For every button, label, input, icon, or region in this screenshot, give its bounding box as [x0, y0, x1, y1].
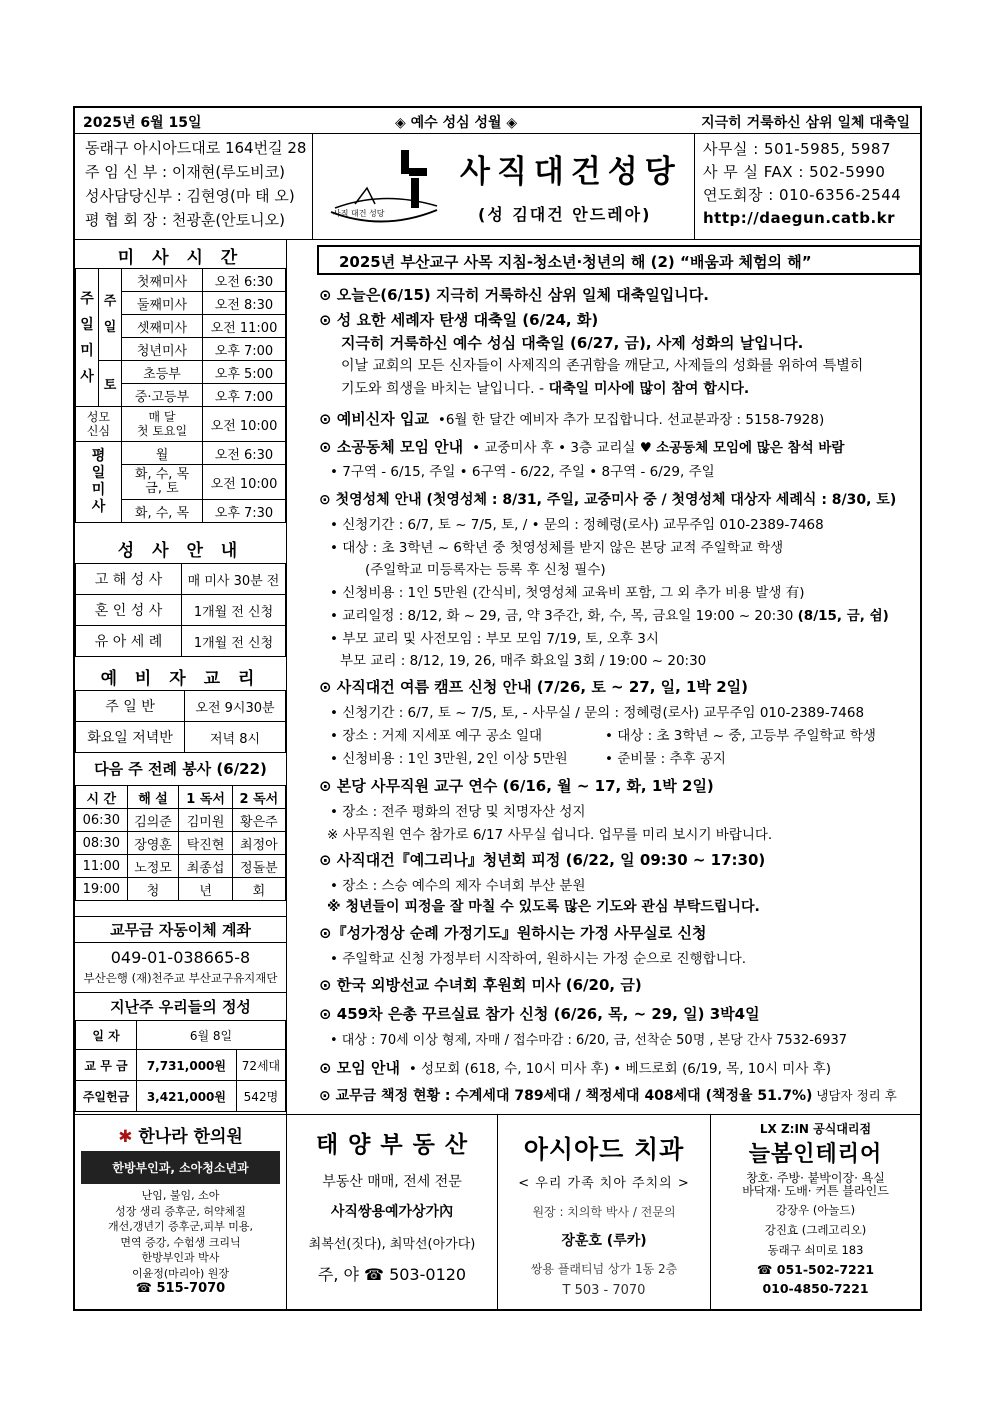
ad-taeyang-realestate: 태 양 부 동 산 부동산 매매, 전세 전문 사직쌍용예가상가內 최복선(짓다), 최막선(아가다) 주, 야 ☎ 503-0120 — [308, 1132, 476, 1284]
church-patron: (성 김대건 안드레아) — [478, 205, 652, 224]
bulletin-frame: 2025년 6월 15일 ◈ 예수 성심 성월 ◈ 지극히 거룩하신 삼위 일체 대축일 동래구 아시아드대로 164번길 28 주 임 신 부 : 이재현(루도비코) 성사담당신부 : 김현영(마 태 오) 평 협 회 장 : 천광훈(안토니오) 사직 대건 성당 사직대건성당 (성 김대건 안드레아) 사무실 : 501-5985, 5987 사 무 실 FAX : 502-5990 연도회장 : 010-6356-2544 http://daegun.catb.kr 미 사 시 간 주 일 미 사 주 일 첫째미사 오전 6:30 둘째미사 오전 8:30 셋째미사 오전 11:00 청년미사 오후 7:00 토 초등부 오후 5:00 중·고등부 오후 7:00 성모 신심 매 달 첫 토요일 오전 10:00 평 일 미 사 월 오전 6:30 화, 수, 목 금, 토 오전 10:00 화, 수, 목 오후 7:30 성 사 안 내 고 해 성 사 매 미사 30분 전 혼 인 성 사 1개월 전 신청 유 아 세 례 1개월 전 신청 예 비 자 교 리 주 일 반 오전 9시30분 화요일 저녁반 저녁 8시 다음 주 전례 봉사 (6/22) 시 간 해 설 1 독서 2 독서 06:30 김의준 김미원 황은주 08:30 장영훈 탁진현 최정아 11:00 노정모 최종섭 정돌분 19:00 청 년 회 교무금 자동이체 계좌 049-01-038665-8 부산은행 (재)천주교 부산교구유지재단 지난주 우리들의 정성 일 자 6월 8일 교 무 금 7,731,000원 72세대 주일헌금 3,421,000원 542명 2025년 부산교구 사목 지침-청소년·청년의 해 (2) “배움과 체험의 해” ⊙ 오늘은(6/15) 지극히 거룩하신 삼위 일체 대축일입니다. ⊙ 성 요한 세례자 탄생 대축일 (6/24, 화) 지극히 거룩하신 예수 성심 대축일 (6/27, 금), 사제 성화의 날입니다. 이날 교회의 모든 신자들이 사제직의 존귀함을 깨닫고, 사제들의 성화를 위하여 특별히 기도와 희생을 바치는 날입니다. - 대축일 미사에 많이 참여 합시다. ⊙ 예비신자 입교 •6월 한 달간 예비자 추가 모집합니다. 선교분과장 : 5158-7928) ⊙ 소공동체 모임 안내 • 교중미사 후 • 3층 교리실 ♥ 소공동체 모임에 많은 참석 바람 • 7구역 - 6/15, 주일 • 6구역 - 6/22, 주일 • 8구역 - 6/29, 주일 ⊙ 첫영성체 안내 (첫영성체 : 8/31, 주일, 교중미사 중 / 첫영성체 대상자 세례식 : 8/30, 토) • 신청기간 : 6/7, 토 ~ 7/5, 토, / • 문의 : 정혜령(로사) 교무주임 010-2389-7468 • 대상 : 초 3학년 ~ 6학년 중 첫영성체를 받지 않은 본당 교적 주일학교 학생 (주일학교 미등록자는 등록 후 신청 필수) • 신청비용 : 1인 5만원 (간식비, 첫영성체 교육비 포함, 그 외 추가 비용 발생 有) • 교리일정 : 8/12, 화 ~ 29, 금, 약 3주간, 화, 수, 목, 금요일 19:00 ~ 20:30 (8/15, 금, 쉼) • 부모 교리 및 사전모임 : 부모 모임 7/19, 토, 오후 3시 부모 교리 : 8/12, 19, 26, 매주 화요일 3회 / 19:00 ~ 20:30 ⊙ 사직대건 여름 캠프 신청 안내 (7/26, 토 ~ 27, 일, 1박 2일) • 신청기간 : 6/7, 토 ~ 7/5, 토, - 사무실 / 문의 : 정혜령(로사) 교무주임 010-2389-7468 • 장소 : 거제 지세포 예구 공소 일대 • 대상 : 초 3학년 ~ 중, 고등부 주일학교 학생 • 신청비용 : 1인 3만원, 2인 이상 5만원 • 준비물 : 추후 공지 ⊙ 본당 사무직원 교구 연수 (6/16, 월 ~ 17, 화, 1박 2일) • 장소 : 전주 평화의 전당 및 치명자산 성지 ※ 사무직원 연수 참가로 6/17 사무실 쉽니다. 업무를 미리 보시기 바랍니다. ⊙ 사직대건『예그리나』청년회 피정 (6/22, 일 09:30 ~ 17:30) • 장소 : 스승 예수의 제자 수녀회 부산 분원 ※ 청년들이 피정을 잘 마칠 수 있도록 많은 기도와 관심 부탁드립니다. ⊙『성가정상 순례 가정기도』원하시는 가정 사무실로 신청 • 주일학교 신청 가정부터 시작하여, 원하시는 가정 순으로 진행합니다. ⊙ 한국 외방선교 수녀회 후원회 미사 (6/20, 금) ⊙ 459차 은총 꾸르실료 참가 신청 (6/26, 목, ~ 29, 일) 3박4일 • 대상 : 70세 이상 형제, 자매 / 접수마감 : 6/20, 금, 선착순 50명 , 본당 간사 7532-6937 ⊙ 모임 안내 • 성모회 (618, 수, 10시 미사 후) • 베드로회 (6/19, 목, 10시 미사 후) ⊙ 교무금 책정 현황 : 수계세대 789세대 / 책정세대 408세대 (책정율 51.7%) 냉담자 정리 후 ✱ 한나라 한의원 한방부인과, 소아청소년과 난임, 불임, 소아 성장 생리 증후군, 허약체질 개선,갱년기 증후군,피부 미용, 면역 증강, 수험생 크리닉 한방부인과 박사 이윤정(마리아) 원장 ☎ 515-7070 태 양 부 동 산 부동산 매매, 전세 전문 사직쌍용예가상가內 최복선(짓다), 최막선(아가다) 주, 야 ☎ 503-0120 아시아드 치과 < 우리 가족 치아 주치의 > 원장 : 치의학 박사 / 전문의 장훈호 (루카) 쌍용 플래티넘 상가 1동 2층 T 503 - 7070 LX Z:IN 공식대리점 늘봄인테리어 창호· 주방· 붙박이장· 욕실 바닥재· 도배· 커튼 블라인드 강장우 (아놀드) 강진효 (그레고리오) 동래구 쇠미로 183 ☎ 051-502-7221 010-4850-7221 — [73, 106, 922, 1311]
logo-caption: 사직 대건 성당 — [333, 209, 385, 218]
offering-title: 지난주 우리들의 정성 — [110, 998, 251, 1016]
service-table: 시 간 해 설 1 독서 2 독서 06:30 김의준 김미원 황은주 08:30 장영훈 탁진현 최정아 11:00 노정모 최종섭 정돌분 19:00 청 년 회 — [75, 785, 286, 901]
mass-times-title: 미 사 시 간 — [117, 248, 244, 268]
ad1-name: 한나라 한의원 — [138, 1127, 243, 1147]
service-title: 다음 주 전례 봉사 (6/22) — [94, 760, 267, 778]
notice-john-baptist: ⊙ 성 요한 세례자 탄생 대축일 (6/24, 화) — [319, 311, 599, 329]
website-link[interactable]: http://daegun.catb.kr — [703, 209, 896, 227]
church-logo — [325, 146, 445, 228]
ad-neulbom-interior: LX Z:IN 공식대리점 늘봄인테리어 창호· 주방· 붙박이장· 욕실 바닥재· 도배· 커튼 블라인드 강장우 (아놀드) 강진효 (그레고리오) 동래구 쇠미로 183 ☎ 051-502-7221 010-4850-7221 — [742, 1122, 889, 1296]
council-president: 평 협 회 장 : 천광훈(안토니오) — [85, 211, 285, 229]
account-bank: 부산은행 (재)천주교 부산교구유지재단 — [83, 971, 278, 985]
pastoral-banner: 2025년 부산교구 사목 지침-청소년·청년의 해 (2) “배움과 체험의 해” — [317, 245, 921, 275]
sacraments-table: 고 해 성 사 매 미사 30분 전 혼 인 성 사 1개월 전 신청 유 아 세 례 1개월 전 신청 — [75, 563, 286, 657]
account-number: 049-01-038665-8 — [110, 948, 251, 967]
monthly-theme: ◈ 예수 성심 성월 ◈ — [395, 115, 518, 131]
catechism-title: 예 비 자 교 리 — [100, 669, 261, 689]
sunday-mass-label: 주 일 미 사 — [76, 269, 99, 407]
ad-asiad-dental: 아시아드 치과 < 우리 가족 치아 주치의 > 원장 : 치의학 박사 / 전문의 장훈호 (루카) 쌍용 플래티넘 상가 1동 2층 T 503 - 7070 — [518, 1135, 690, 1298]
header-right — [703, 138, 901, 230]
assistant-priest: 성사담당신부 : 김현영(마 태 오) — [85, 187, 295, 205]
notice-catechumen: ⊙ 예비신자 입교 •6월 한 달간 예비자 추가 모집합니다. 선교분과장 : 5158-7928) — [319, 410, 825, 428]
notice-summer-camp: ⊙ 사직대건 여름 캠프 신청 안내 (7/26, 토 ~ 27, 일, 1박 2일) — [319, 678, 748, 696]
ad1-lines: 난임, 불임, 소아 성장 생리 증후군, 허약체질 개선,갱년기 증후군,피부 미용, 면역 증강, 수험생 크리닉 한방부인과 박사 이윤정(마리아) 원장 ☎ 515-7070 — [108, 1189, 253, 1296]
flower-icon: ✱ — [118, 1127, 133, 1147]
account-title: 교무금 자동이체 계좌 — [110, 921, 251, 939]
header-left — [85, 136, 306, 232]
notice-first-communion: ⊙ 첫영성체 안내 (첫영성체 : 8/31, 주일, 교중미사 중 / 첫영성체 대상자 세례식 : 8/30, 토) — [319, 492, 897, 508]
notice-cursillo: ⊙ 459차 은총 꾸르실료 참가 신청 (6/26, 목, ~ 29, 일) 3박4일 — [319, 1005, 760, 1023]
bulletin-date: 2025년 6월 15일 — [83, 115, 202, 131]
office-fax: 사 무 실 FAX : 502-5990 — [703, 163, 886, 181]
notice-mission-mass: ⊙ 한국 외방선교 수녀회 후원회 미사 (6/20, 금) — [319, 976, 642, 994]
office-phone: 사무실 : 501-5985, 5987 — [703, 140, 891, 158]
notice-meetings: ⊙ 모임 안내 • 성모회 (618, 수, 10시 미사 후) • 베드로회 (6/19, 목, 10시 미사 후) — [319, 1059, 831, 1077]
offering-table: 일 자 6월 8일 교 무 금 7,731,000원 72세대 주일헌금 3,421,000원 542명 — [75, 1020, 286, 1112]
mass-times-table: 주 일 미 사 주 일 첫째미사 오전 6:30 둘째미사 오전 8:30 셋째미사 오전 11:00 청년미사 오후 7:00 토 초등부 오후 5:00 중·고등부 오후 7:00 성모 신심 매 달 첫 토요일 오전 10:00 평 일 미 사 월 오전 6:30 화, 수, 목 금, 토 오전 10:00 화, 수, 목 오후 7:30 — [75, 268, 286, 523]
weekday-mass-label: 평 일 미 사 — [76, 442, 122, 523]
ad1-tag: 한방부인과, 소아청소년과 — [81, 1151, 280, 1184]
ad-hanbang-clinic — [75, 1116, 286, 1313]
notice-community: ⊙ 소공동체 모임 안내 • 교중미사 후 • 3층 교리실 ♥ 소공동체 모임에 많은 참석 바람 — [319, 438, 845, 456]
top-bar — [75, 108, 920, 134]
church-address: 동래구 아시아드대로 164번길 28 — [85, 139, 307, 157]
youth-president-phone: 연도회장 : 010-6356-2544 — [703, 186, 902, 204]
church-name: 사직대건성당 — [460, 154, 682, 190]
catechism-table: 주 일 반 오전 9시30분 화요일 저녁반 저녁 8시 — [75, 690, 286, 753]
pastor-name: 주 임 신 부 : 이재현(루도비코) — [85, 163, 285, 181]
notice-tithe-status: ⊙ 교무금 책정 현황 : 수계세대 789세대 / 책정세대 408세대 (책정율 51.7%) 냉담자 정리 후 — [319, 1088, 897, 1104]
notice-staff-training: ⊙ 본당 사무직원 교구 연수 (6/16, 월 ~ 17, 화, 1박 2일) — [319, 777, 714, 795]
notice-holy-family: ⊙『성가정상 순례 가정기도』원하시는 가정 사무실로 신청 — [319, 924, 707, 942]
notice-youth-retreat: ⊙ 사직대건『예그리나』청년회 피정 (6/22, 일 09:30 ~ 17:30) — [319, 851, 766, 869]
sacraments-title: 성 사 안 내 — [117, 541, 244, 561]
notice-trinity: ⊙ 오늘은(6/15) 지극히 거룩하신 삼위 일체 대축일입니다. — [319, 286, 709, 304]
feast-name: 지극히 거룩하신 삼위 일체 대축일 — [701, 115, 910, 131]
